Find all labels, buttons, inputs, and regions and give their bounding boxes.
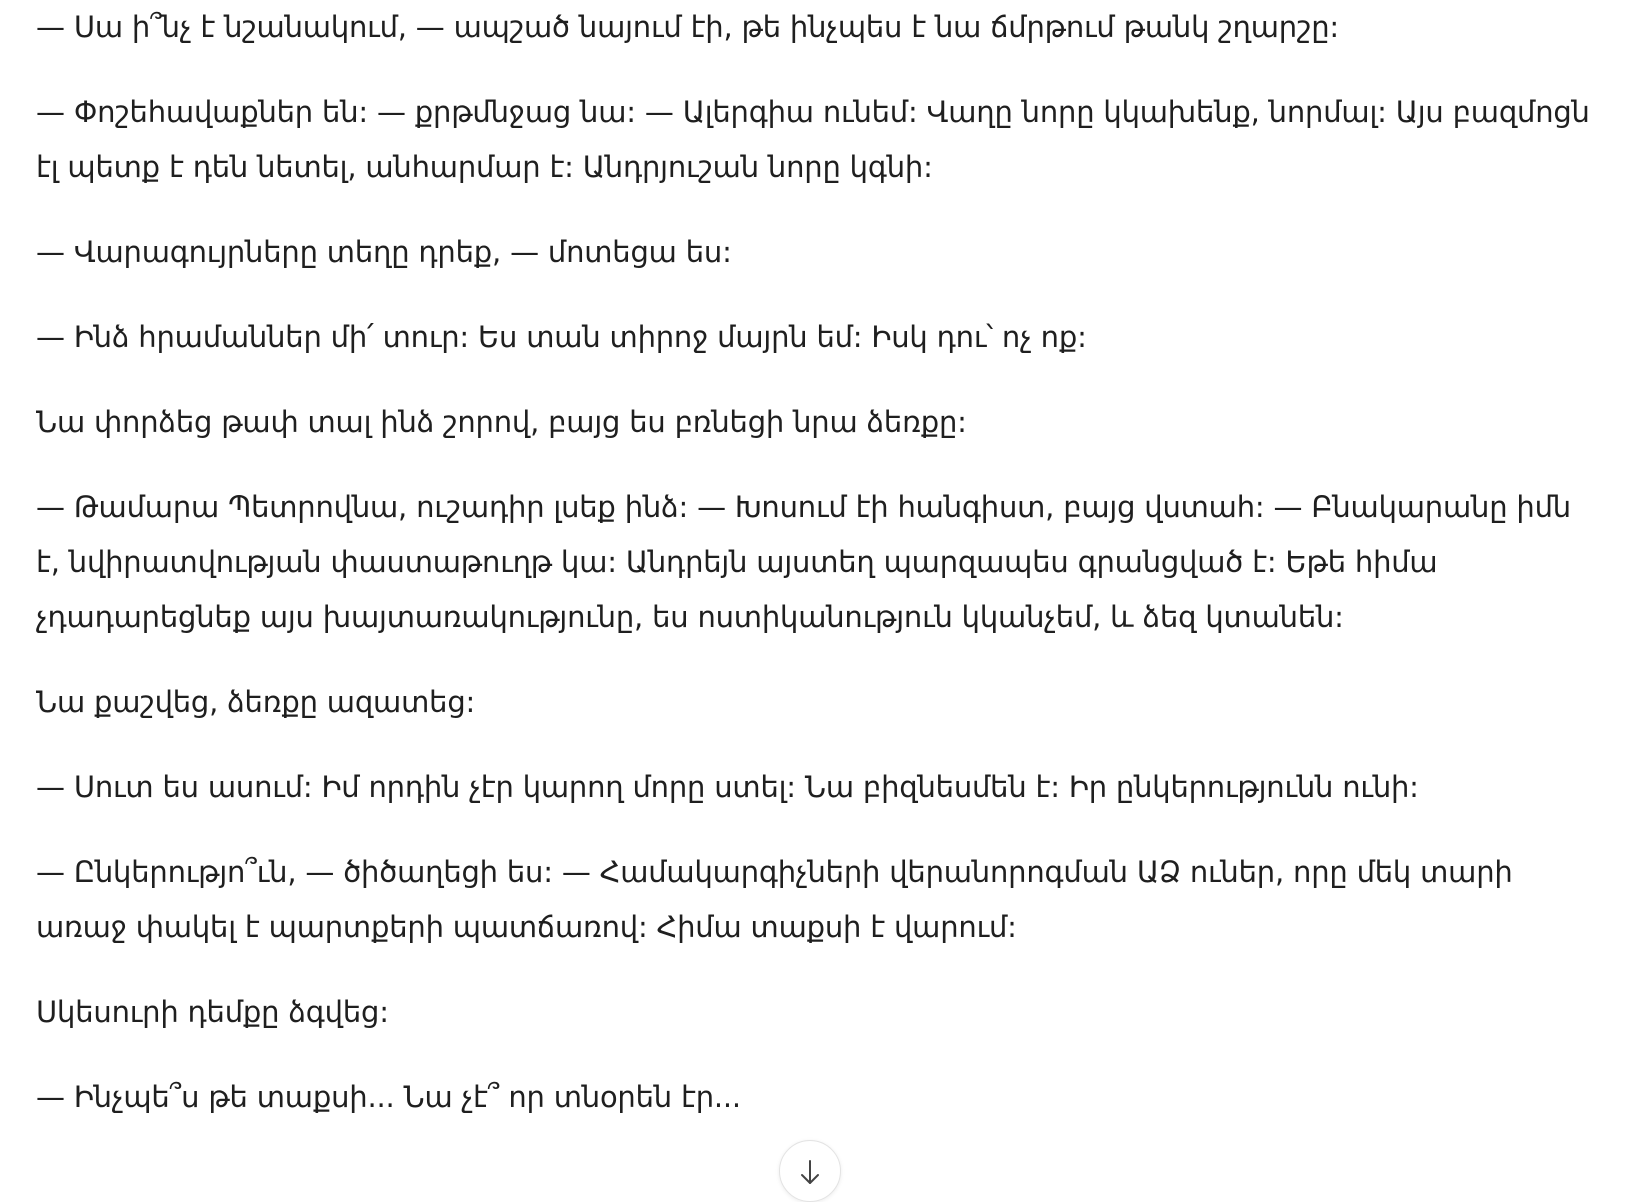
chat-message-text: [36, 0, 1596, 1155]
paragraph-2: — Փոշեհավաքներ են: — քրթմնջաց նա: — Ալերգիա ունեմ: Վաղը նորը կկախենք, նորմալ: Այս բազմոցն էլ պետք է դեն նետել, անհարմար է: Անդրյուշան նորը կգնի:: [36, 95, 1590, 184]
arrow-down-icon: [798, 1159, 822, 1187]
paragraph-1: — Սա ի՞նչ է նշանակում, — ապշած նայում էի, թե ինչպես է նա ճմրթում թանկ շղարշը:: [36, 10, 1339, 44]
paragraph-4: — Ինձ հրամաններ մի՛ տուր: Ես տան տիրոջ մայրն եմ: Իսկ դու՝ ոչ ոք:: [36, 320, 1087, 354]
paragraph-5: Նա փորձեց թափ տալ ինձ շորով, բայց ես բռնեցի նրա ձեռքը:: [36, 405, 967, 439]
paragraph-11: — Ինչպե՞ս թե տաքսի... Նա չէ՞ որ տնօրեն էր...: [36, 1080, 741, 1114]
paragraph-7: Նա քաշվեց, ձեռքը ազատեց:: [36, 685, 476, 719]
paragraph-8: — Սուտ ես ասում: Իմ որդին չէր կարող մորը ստել: Նա բիզնեսմեն է: Իր ընկերությունն ունի:: [36, 770, 1419, 804]
paragraph-3: — Վարագույրները տեղը դրեք, — մոտեցա ես:: [36, 235, 732, 269]
paragraph-9: — Ընկերությո՞ւն, — ծիծաղեցի ես: — Համակարգիչների վերանորոգման ԱՁ ուներ, որը մեկ տարի առաջ փակել է պարտքերի պատճառով: Հիմա տաքսի է վարում:: [36, 855, 1513, 944]
paragraph-10: Սկեսուրի դեմքը ձգվեց:: [36, 995, 389, 1029]
paragraph-6: — Թամարա Պետրովնա, ուշադիր լսեք ինձ: — Խոսում էի հանգիստ, բայց վստահ: — Բնակարանը իմն է, նվիրատվության փաստաթուղթ կա: Անդրեյն այստեղ պարզապես գրանցված է: Եթե հիմա չդադարեցնեք այս խայտառակությունը, ես ոստիկանություն կկանչեմ, և ձեզ կտանեն:: [36, 490, 1571, 634]
scroll-to-bottom-button[interactable]: [779, 1140, 841, 1202]
